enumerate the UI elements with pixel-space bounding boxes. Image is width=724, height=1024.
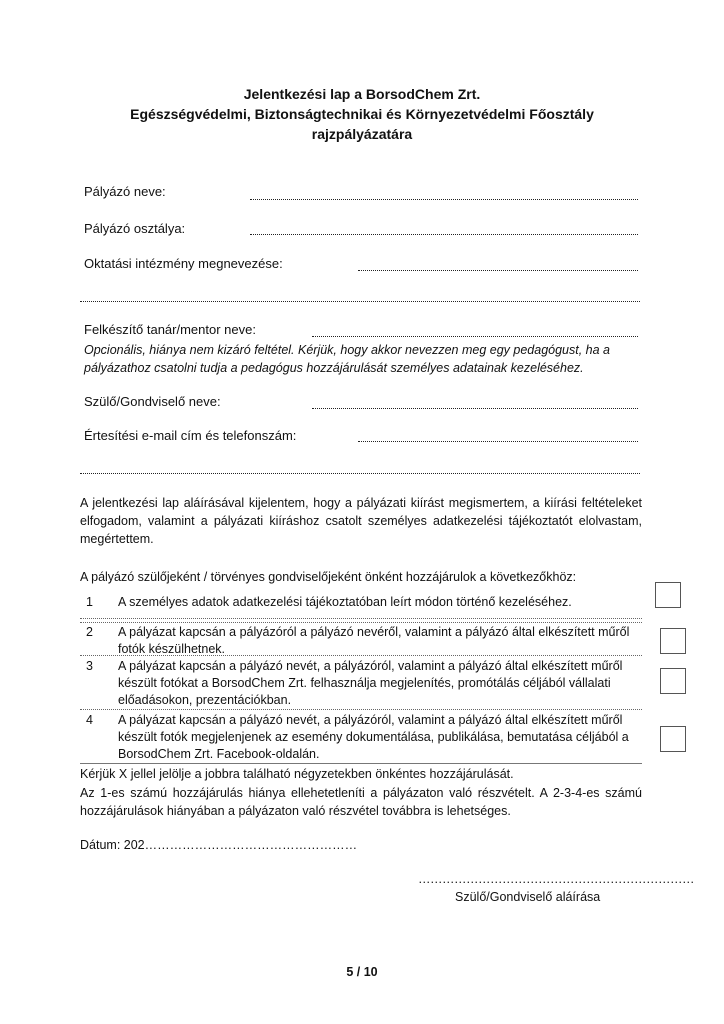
instruction-text: Kérjük X jellel jelölje a jobbra található négyzetekben önkéntes hozzájárulását.: [80, 767, 514, 781]
contact-field-line2[interactable]: [80, 473, 640, 474]
consent-number: 2: [86, 625, 93, 639]
parent-name-label: Szülő/Gondviselő neve:: [84, 394, 221, 409]
declaration-text: A jelentkezési lap aláírásával kijelentem, hogy a pályázati kiírást megismertem, a kiírási feltételeket elfogadom, valamint a pályázati kiíráshoz csatolt személyes adatkezelési tájékoztatót elolvastam, megértettem.: [80, 496, 642, 546]
applicant-name-label: Pályázó neve:: [84, 184, 166, 199]
consent-text: A személyes adatok adatkezelési tájékoztatóban leírt módon történő kezeléséhez.: [118, 595, 572, 609]
contact-field[interactable]: [358, 441, 638, 442]
document-title-line2: Egészségvédelmi, Biztonságtechnikai és Környezetvédelmi Főosztály: [130, 106, 594, 122]
signature-line[interactable]: ……………………………………………………………: [418, 872, 694, 886]
date-field[interactable]: Dátum: 202……………………………………………: [80, 838, 358, 852]
page-number: 5 / 10: [346, 965, 378, 979]
consent-checkbox-4[interactable]: [660, 726, 686, 752]
mentor-label: Felkészítő tanár/mentor neve:: [84, 322, 256, 337]
row-divider: [80, 618, 642, 619]
applicant-name-field[interactable]: [250, 199, 638, 200]
applicant-class-label: Pályázó osztálya:: [84, 221, 186, 236]
row-divider: [80, 763, 642, 764]
consent-checkbox-3[interactable]: [660, 668, 686, 694]
consent-checkbox-1[interactable]: [655, 582, 681, 608]
consent-text: A pályázat kapcsán a pályázó nevét, a pályázóról, valamint a pályázó által elkészített műről készült fotókat a BorsodChem Zrt. felhasználja megjelenítés, promótálás céljából vállalati előadásokon, prezentációkban.: [118, 659, 623, 707]
consent-intro: A pályázó szülőjeként / törvényes gondviselőjeként önként hozzájárulok a következőkhöz:: [80, 570, 577, 584]
row-divider: [80, 709, 642, 710]
consent-number: 1: [86, 595, 93, 609]
applicant-class-field[interactable]: [250, 234, 638, 235]
mentor-field[interactable]: [312, 336, 638, 337]
consent-number: 4: [86, 713, 93, 727]
institution-field-line2[interactable]: [80, 301, 640, 302]
consent-text: A pályázat kapcsán a pályázóról a pályázó nevéről, valamint a pályázó által elkészített műről fotók készülhetnek.: [118, 625, 630, 656]
contact-label: Értesítési e-mail cím és telefonszám:: [84, 428, 297, 443]
consent-number: 3: [86, 659, 93, 673]
parent-name-field[interactable]: [312, 408, 638, 409]
consent-checkbox-2[interactable]: [660, 628, 686, 654]
mentor-note: Opcionális, hiánya nem kizáró feltétel. Kérjük, hogy akkor nevezzen meg egy pedagógust, ha a pályázathoz csatolni tudja a pedagógus hozzájárulását személyes adatainak kezeléséhez.: [84, 343, 611, 375]
institution-field[interactable]: [358, 270, 638, 271]
consent-note: Az 1-es számú hozzájárulás hiánya ellehetetleníti a pályázaton való részvételt. A 2-3-4-es számú hozzájárulások hiányában a pályázaton való részvétel továbbra is lehetséges.: [80, 786, 642, 818]
signature-label: Szülő/Gondviselő aláírása: [455, 890, 601, 904]
row-divider: [80, 655, 642, 656]
consent-text: A pályázat kapcsán a pályázó nevét, a pályázóról, valamint a pályázó által elkészített műről készült fotók megjelenjenek az esemény dokumentálása, publikálása, bemutatása céljából a BorsodChem Zrt. Facebook-oldalán.: [118, 713, 629, 761]
document-title-line3: rajzpályázatára: [311, 126, 413, 142]
document-title-line1: Jelentkezési lap a BorsodChem Zrt.: [243, 86, 481, 102]
row-divider: [80, 622, 642, 623]
institution-label: Oktatási intézmény megnevezése:: [84, 256, 283, 271]
